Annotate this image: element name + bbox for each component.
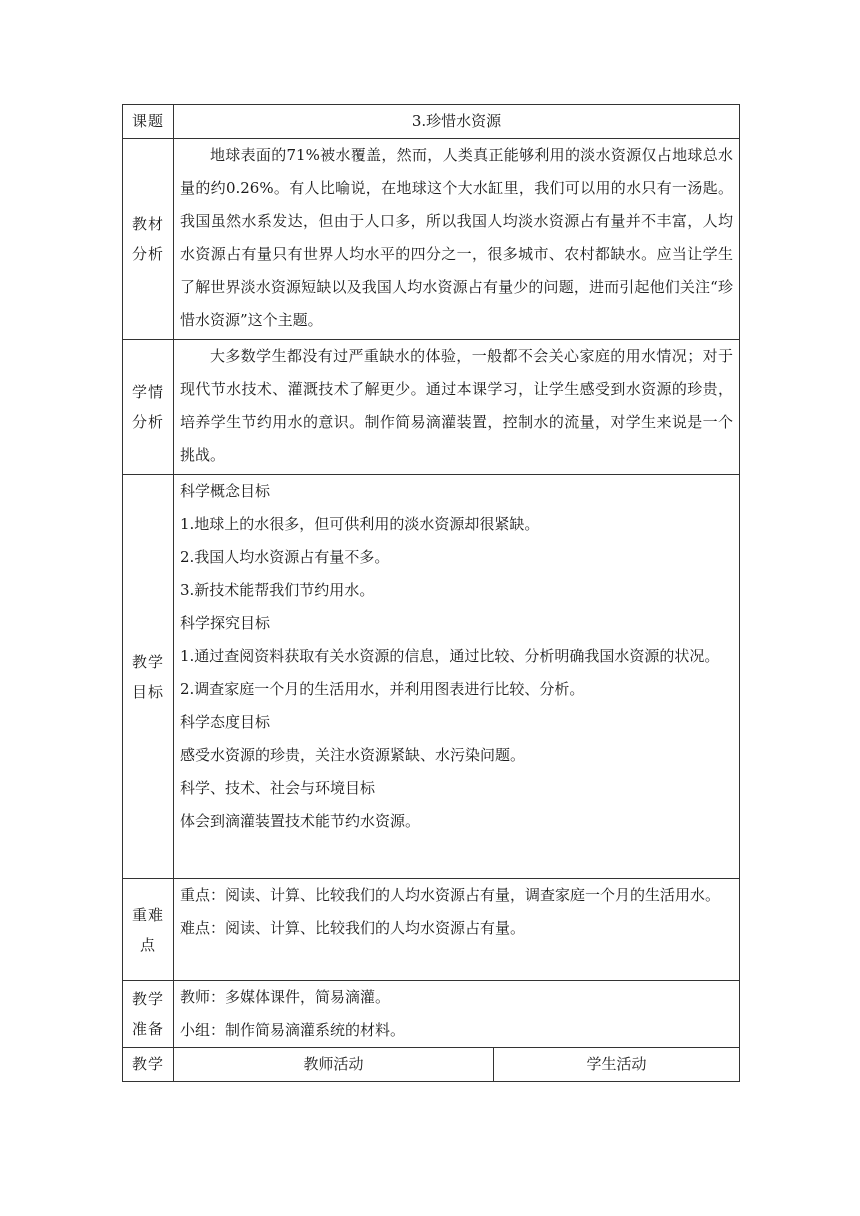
teacher-activity-header: 教师活动	[174, 1048, 494, 1082]
key-label-line-1: 重难	[131, 905, 164, 924]
goal-line: 科学、技术、社会与环境目标	[180, 779, 376, 797]
student-analysis-label	[123, 340, 174, 475]
goal-line: 2.我国人均水资源占有量不多。	[180, 548, 390, 566]
goal-line: 1.地球上的水很多，但可供利用的淡水资源却很紧缺。	[180, 515, 540, 533]
teaching-goals-label	[123, 475, 174, 879]
material-analysis-row	[123, 139, 740, 340]
student-activity-header: 学生活动	[494, 1048, 740, 1082]
process-header-row	[123, 1048, 740, 1082]
key-label-line-2: 点	[139, 935, 156, 954]
goal-line: 3.新技术能帮我们节约用水。	[180, 581, 375, 599]
goal-line: 感受水资源的珍贵，关注水资源紧缺、水污染问题。	[180, 746, 526, 764]
student-label-line-1: 学情	[131, 383, 164, 401]
goal-line: 科学态度目标	[180, 713, 271, 731]
goals-label-line-1: 教学	[131, 652, 164, 671]
preparation-line: 小组：制作简易滴灌系统的材料。	[180, 1021, 406, 1039]
key-points-label	[123, 879, 174, 981]
prep-label-line-1: 教学	[131, 990, 164, 1008]
title-label: 课题	[123, 105, 174, 139]
key-points-row	[123, 879, 740, 981]
prep-label-line-2: 准备	[131, 1020, 164, 1038]
goal-line: 体会到滴灌装置技术能节约水资源。	[180, 812, 421, 830]
goal-line: 2.调查家庭一个月的生活用水，并利用图表进行比较、分析。	[180, 680, 585, 698]
student-analysis-text: 大多数学生都没有过严重缺水的体验，一般都不会关心家庭的用水情况；对于现代节水技术、灌溉技术了解更少。通过本课学习，让学生感受到水资源的珍贵，培养学生节约用水的意识。制作简易滴灌装置，控制水的流量，对学生来说是一个挑战。	[180, 347, 733, 464]
key-point-line: 重点：阅读、计算、比较我们的人均水资源占有量，调查家庭一个月的生活用水。	[180, 886, 721, 904]
preparation-label	[123, 981, 174, 1048]
lesson-title: 3.珍惜水资源	[174, 105, 740, 139]
preparation-line: 教师：多媒体课件，简易滴灌。	[180, 988, 391, 1006]
lesson-plan-table	[122, 104, 740, 1082]
preparation-row	[123, 981, 740, 1048]
goal-line: 1.通过查阅资料获取有关水资源的信息，通过比较、分析明确我国水资源的状况。	[180, 647, 720, 665]
process-label: 教学	[123, 1048, 174, 1082]
student-analysis-row	[123, 340, 740, 475]
goals-label-line-2: 目标	[131, 682, 164, 701]
material-label-line-1: 教材	[131, 215, 164, 233]
title-row	[123, 105, 740, 139]
goal-line: 科学概念目标	[180, 482, 271, 500]
material-analysis-text: 地球表面的71%被水覆盖，然而，人类真正能够利用的淡水资源仅占地球总水量的约0.26%。有人比喻说，在地球这个大水缸里，我们可以用的水只有一汤匙。我国虽然水系发达，但由于人口多，所以我国人均淡水资源占有量并不丰富，人均水资源占有量只有世界人均水平的四分之一，很多城市、农村都缺水。应当让学生了解世界淡水资源短缺以及我国人均水资源占有量少的问题，进而引起他们关注“珍惜水资源”这个主题。	[180, 146, 733, 329]
material-label-line-2: 分析	[131, 245, 164, 263]
material-analysis-label	[123, 139, 174, 340]
teaching-goals-row	[123, 475, 740, 879]
student-label-line-2: 分析	[131, 413, 164, 431]
key-point-line: 难点：阅读、计算、比较我们的人均水资源占有量。	[180, 919, 526, 937]
goal-line: 科学探究目标	[180, 614, 271, 632]
